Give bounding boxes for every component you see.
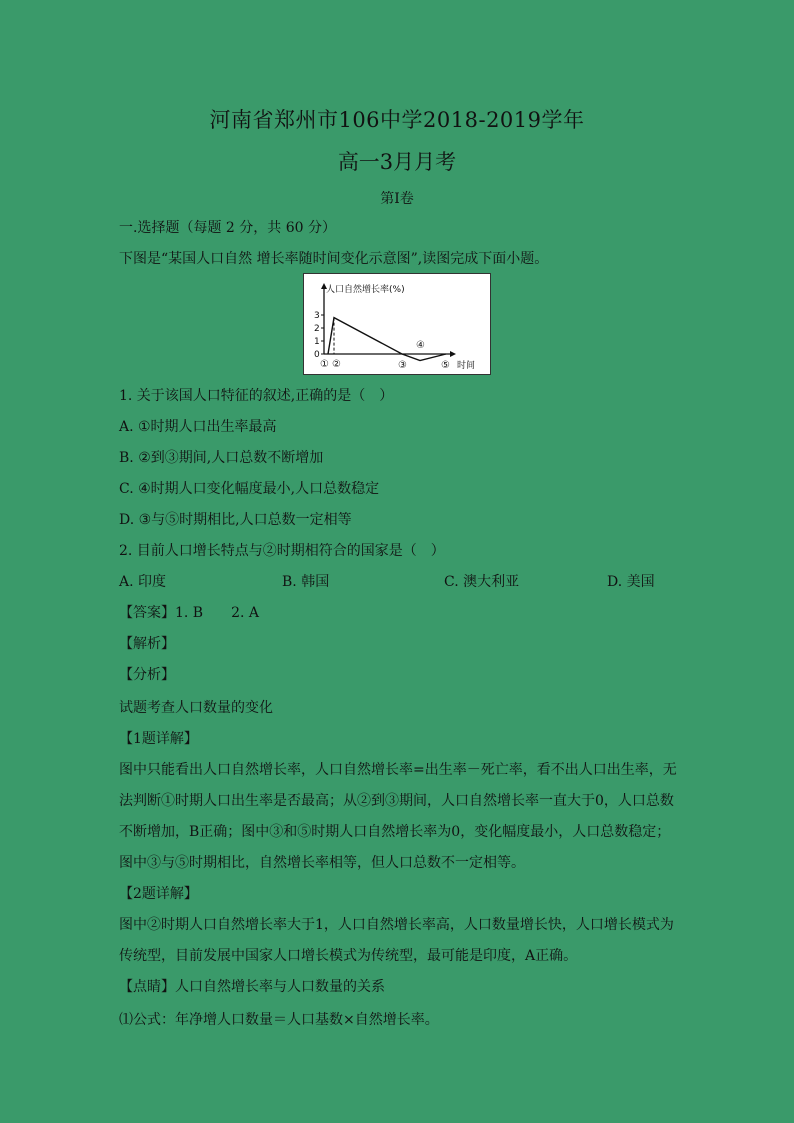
document-title: 河南省郑州市106中学2018-2019学年 bbox=[209, 108, 585, 132]
question-1-option-a: A. ①时期人口出生率最高 bbox=[119, 419, 277, 435]
q1-detail-line: 不断增加，B正确；图中③和⑤时期人口自然增长率为0，变化幅度最小，人口总数稳定； bbox=[119, 824, 671, 840]
question-2-stem: 2. 目前人口增长特点与②时期相符合的国家是（ ） bbox=[119, 543, 445, 559]
document-subtitle: 高一3月月考 bbox=[337, 150, 457, 174]
chart-ylabel: 人口自然增长率(%) bbox=[326, 285, 405, 295]
chart-xlabel: 时间 bbox=[457, 361, 476, 371]
question-1-option-d: D. ③与⑤时期相比,人口总数一定相等 bbox=[119, 512, 352, 528]
question-2-option-a: A. 印度 bbox=[119, 574, 167, 590]
answer-line: 【答案】1. B 2. A bbox=[119, 605, 260, 621]
period-marker: ④ bbox=[416, 340, 425, 351]
period-marker: ② bbox=[332, 359, 341, 370]
question-1-option-c: C. ④时期人口变化幅度最小,人口总数稳定 bbox=[119, 481, 380, 497]
question-2-option-b: B. 韩国 bbox=[282, 574, 330, 590]
period-marker: ① bbox=[320, 359, 329, 370]
q2-detail-line: 图中②时期人口自然增长率大于1，人口自然增长率高，人口数量增长快，人口增长模式为 bbox=[119, 917, 674, 933]
q1-detail-line: 图中只能看出人口自然增长率，人口自然增长率=出生率－死亡率，看不出人口出生率，无 bbox=[119, 762, 677, 778]
fenxi-heading: 【分析】 bbox=[119, 667, 175, 683]
y-tick-label: 0 bbox=[314, 350, 320, 360]
analysis-heading: 【解析】 bbox=[119, 636, 175, 652]
q1-detail-line: 法判断①时期人口出生率是否最高；从②到③期间，人口自然增长率一直大于0，人口总数 bbox=[119, 793, 674, 809]
y-tick-label: 3 bbox=[314, 311, 320, 321]
y-tick-label: 1 bbox=[314, 337, 320, 347]
question-2-option-c: C. 澳大利亚 bbox=[444, 574, 520, 590]
x-axis-arrow bbox=[450, 351, 456, 357]
question-1-option-b: B. ②到③期间,人口总数不断增加 bbox=[119, 450, 324, 466]
q2-detail-line: 传统型，目前发展中国家人口增长模式为传统型，最可能是印度，A正确。 bbox=[119, 948, 578, 964]
volume-label: 第I卷 bbox=[380, 191, 414, 207]
question-1-stem: 1. 关于该国人口特征的叙述,正确的是（ ） bbox=[119, 388, 394, 404]
question-2-option-d: D. 美国 bbox=[607, 574, 655, 590]
growth-rate-chart bbox=[303, 273, 491, 375]
y-tick-label: 2 bbox=[314, 324, 320, 334]
q1-detail-heading: 【1题详解】 bbox=[119, 731, 198, 747]
section-heading: 一.选择题（每题 2 分，共 60 分） bbox=[119, 220, 336, 236]
period-marker: ⑤ bbox=[441, 360, 450, 371]
tip-heading: 【点睛】人口自然增长率与人口数量的关系 bbox=[119, 979, 385, 995]
period-marker: ③ bbox=[398, 360, 407, 371]
topic-text: 试题考查人口数量的变化 bbox=[119, 700, 273, 716]
intro-text: 下图是“某国人口自然 增长率随时间变化示意图”,读图完成下面小题。 bbox=[119, 251, 549, 267]
q2-detail-heading: 【2题详解】 bbox=[119, 886, 198, 902]
formula-text: ⑴公式：年净增人口数量＝人口基数×自然增长率。 bbox=[119, 1012, 439, 1028]
q1-detail-line: 图中③与⑤时期相比，自然增长率相等，但人口总数不一定相等。 bbox=[119, 855, 525, 871]
